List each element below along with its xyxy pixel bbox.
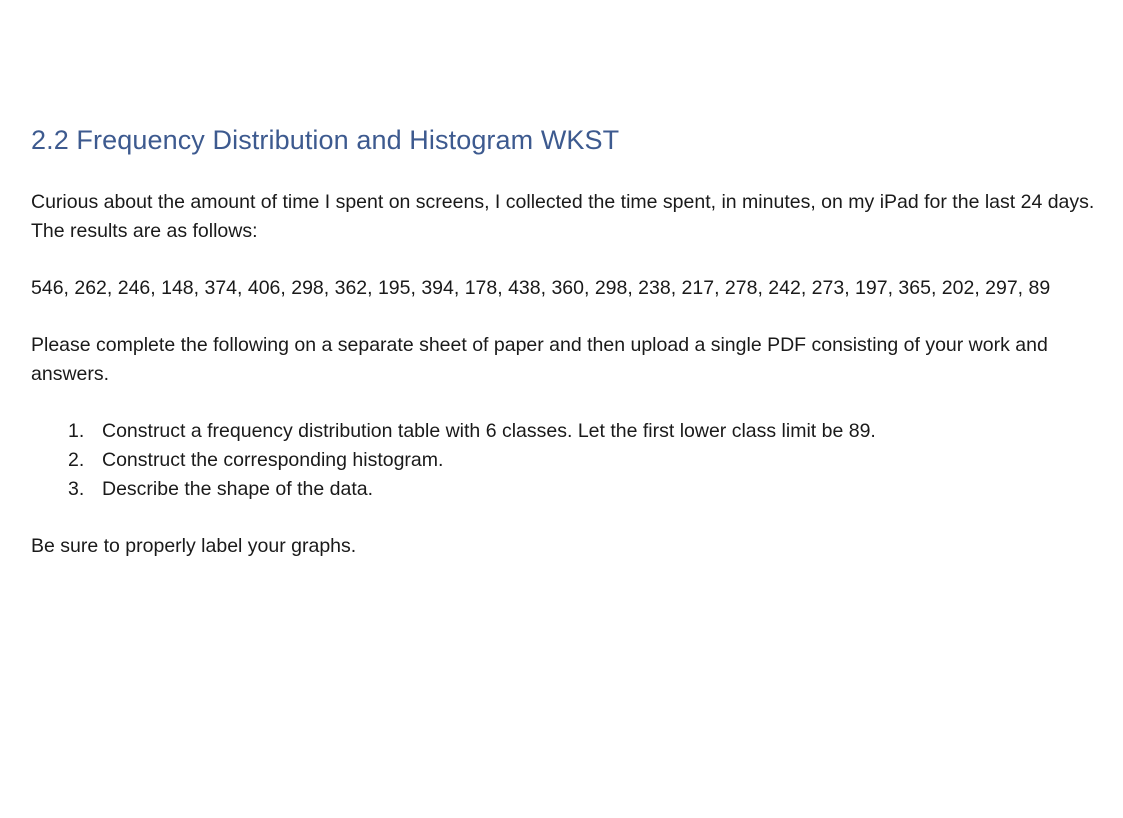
worksheet-page [31, 120, 1101, 589]
list-item [31, 446, 1101, 475]
task-list [31, 417, 1101, 504]
intro-paragraph: Curious about the amount of time I spent on screens, I collected the time spent, in minutes, on my iPad for the last 24 days. The results are as follows: [31, 191, 1095, 242]
task-number: 1. [68, 420, 85, 442]
data-values: 546, 262, 246, 148, 374, 406, 298, 362, 195, 394, 178, 438, 360, 298, 238, 217, 278, 242, 273, 197, 365, 202, 297, 89 [31, 277, 1051, 299]
closing-note: Be sure to properly label your graphs. [31, 535, 357, 557]
task-number: 3. [68, 478, 85, 500]
instructions-paragraph: Please complete the following on a separate sheet of paper and then upload a single PDF consisting of your work and answers. [31, 334, 1048, 385]
task-text: Describe the shape of the data. [102, 478, 374, 500]
worksheet-title: 2.2 Frequency Distribution and Histogram WKST [31, 125, 620, 155]
task-number: 2. [68, 449, 85, 471]
task-text: Construct a frequency distribution table with 6 classes. Let the first lower class limit be 89. [102, 420, 876, 442]
task-text: Construct the corresponding histogram. [102, 449, 444, 471]
list-item [31, 417, 1101, 446]
list-item [31, 475, 1101, 504]
